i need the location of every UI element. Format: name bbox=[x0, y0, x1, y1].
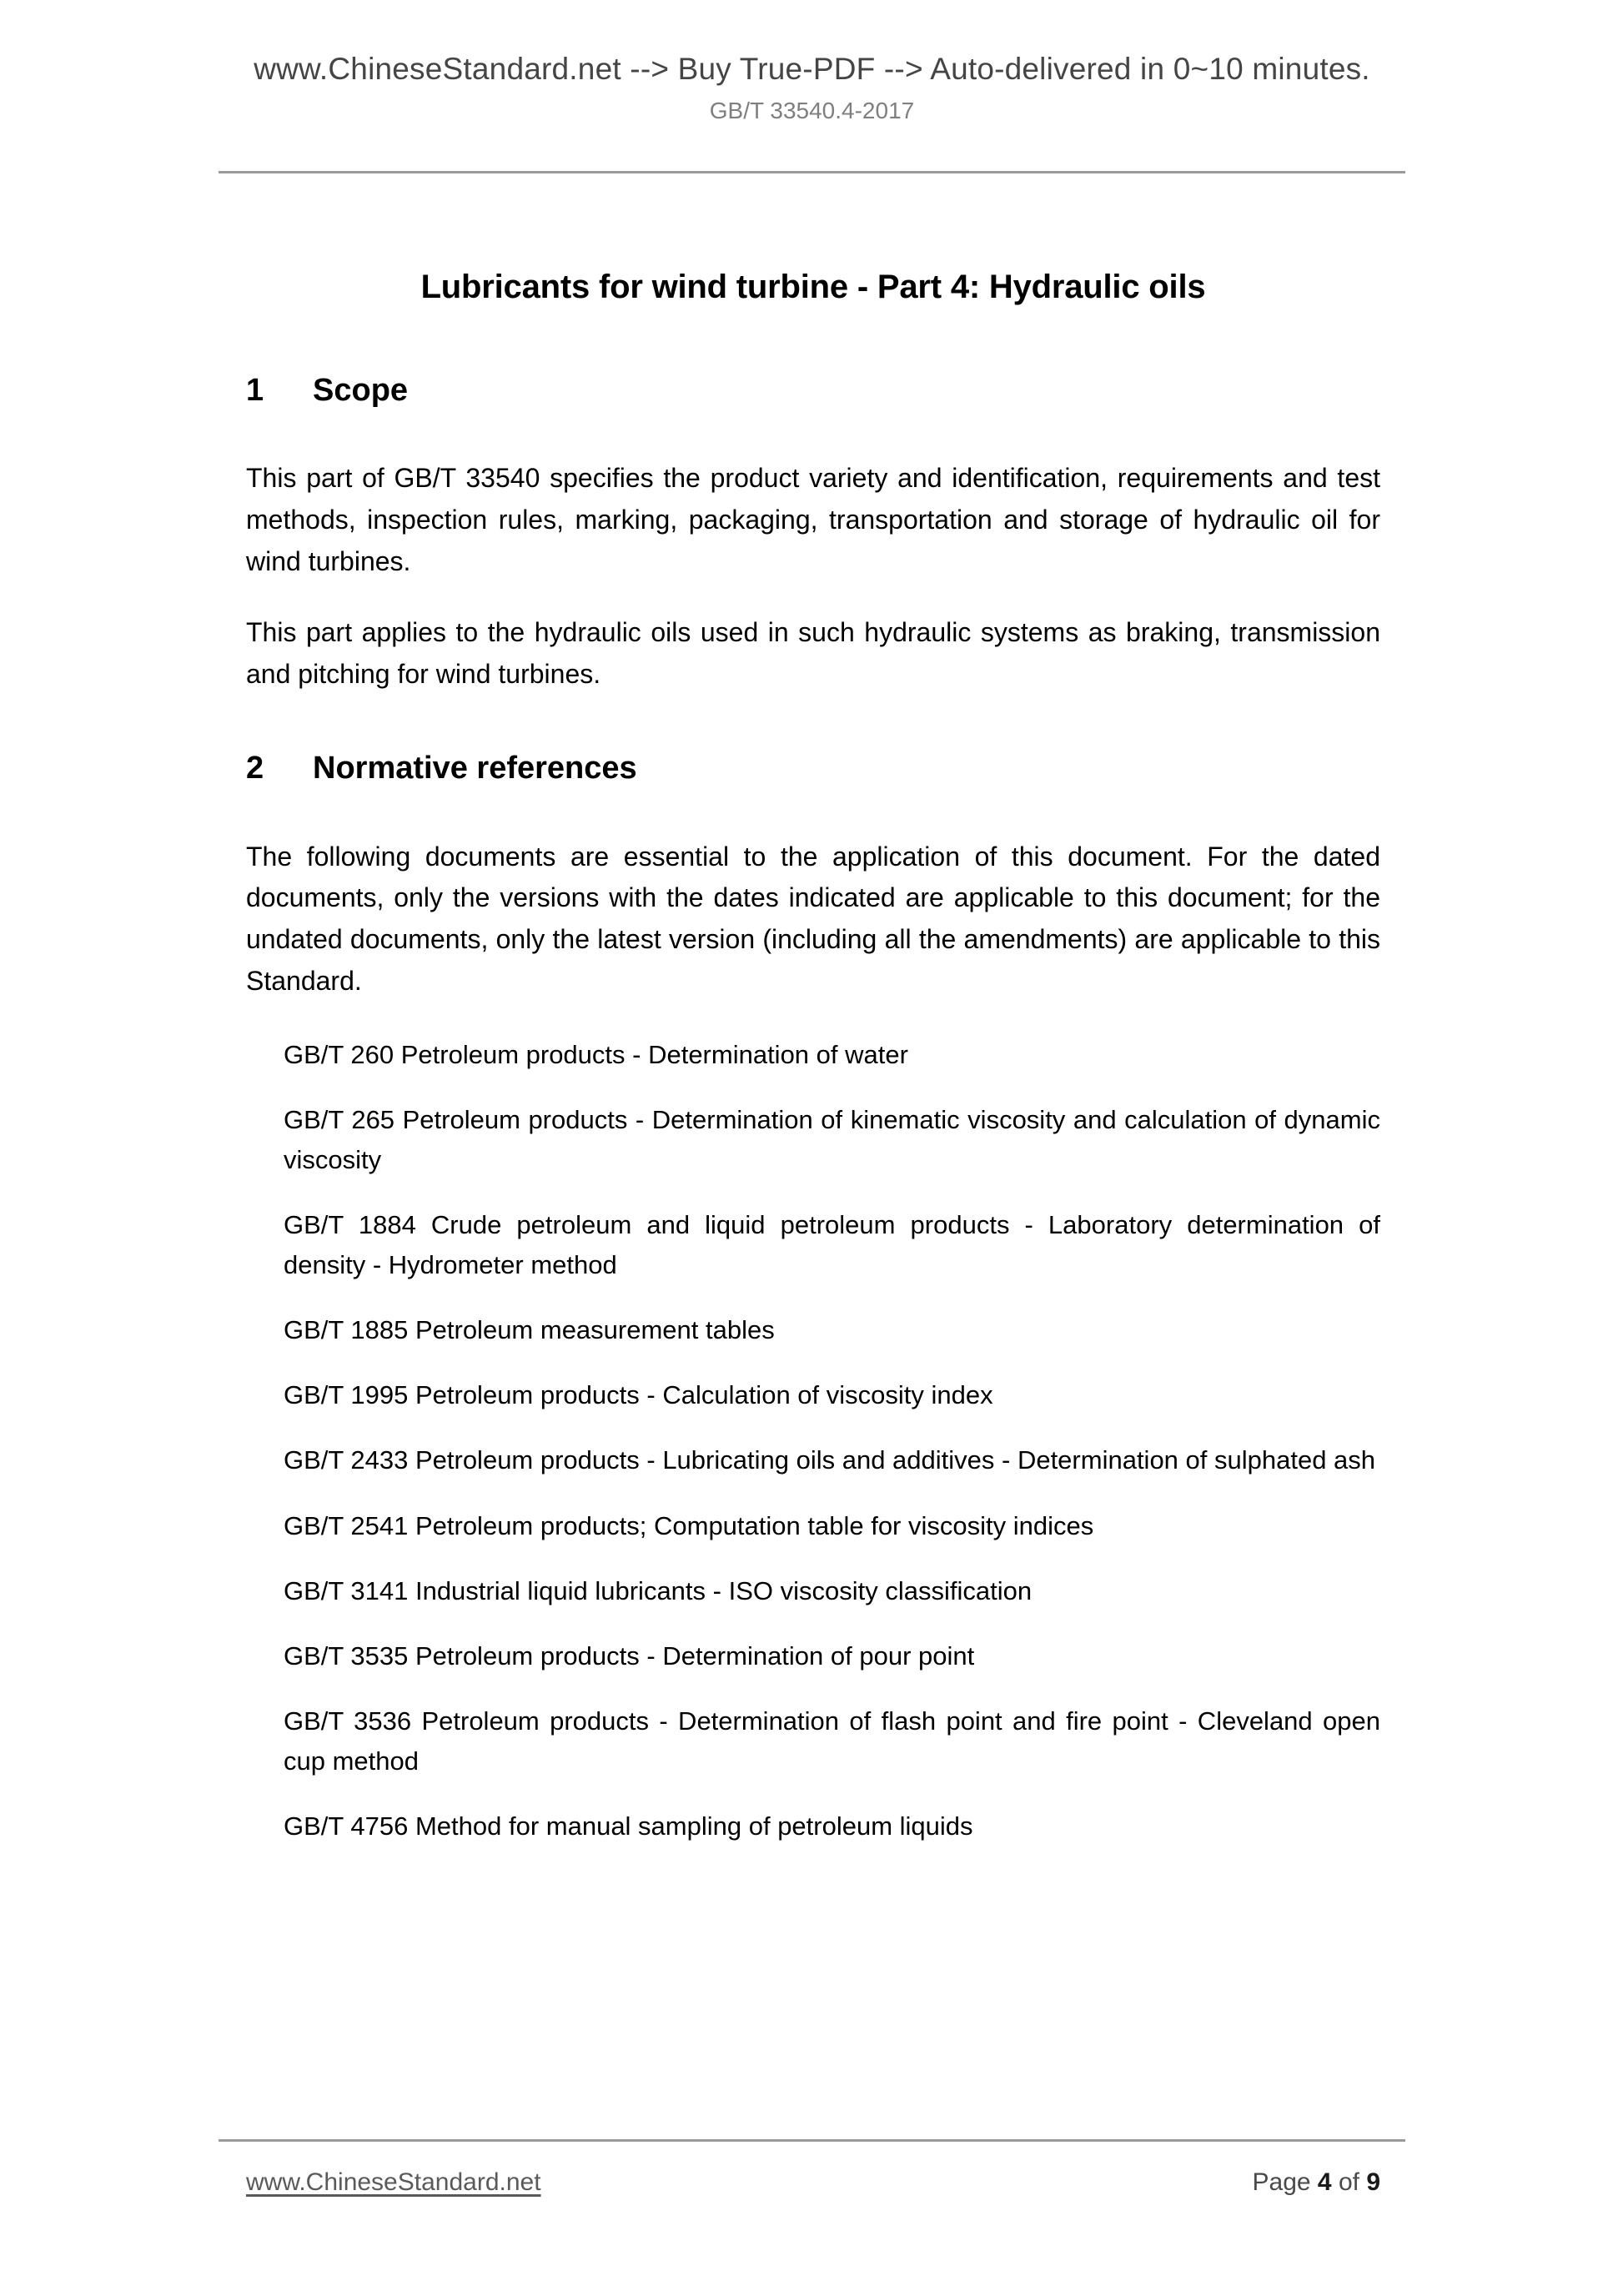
reference-item: GB/T 1885 Petroleum measurement tables bbox=[284, 1315, 775, 1345]
page-label-middle: of bbox=[1331, 2168, 1367, 2196]
section-number-scope: 1 bbox=[246, 373, 264, 408]
page-label-prefix: Page bbox=[1252, 2168, 1318, 2196]
reference-item: GB/T 2541 Petroleum products; Computation table for viscosity indices bbox=[284, 1510, 1094, 1540]
section-title-normative-references: Normative references bbox=[313, 751, 637, 786]
page-number-indicator bbox=[1253, 2168, 1380, 2197]
document-body bbox=[246, 265, 1380, 1846]
reference-item: GB/T 3536 Petroleum products - Determination of flash point and fire point - Cleveland open cup method bbox=[284, 1706, 1380, 1776]
reference-item: GB/T 3141 Industrial liquid lubricants - ISO viscosity classification bbox=[284, 1575, 1033, 1605]
reference-item: GB/T 260 Petroleum products - Determination of water bbox=[284, 1040, 908, 1070]
reference-item: GB/T 4756 Method for manual sampling of petroleum liquids bbox=[284, 1811, 973, 1841]
page-header bbox=[219, 50, 1405, 125]
scope-paragraph-2: This part applies to the hydraulic oils used in such hydraulic systems as braking, transmission and pitching for wind turbines. bbox=[246, 617, 1380, 689]
section-title-scope: Scope bbox=[313, 373, 409, 408]
normative-references-intro: The following documents are essential to the application of this document. For the dated documents, only the versions with the dates indicated are applicable to this document; for the undated documents, only the latest version (including all the amendments) are applicable to this Standard. bbox=[246, 841, 1380, 996]
page-title: Lubricants for wind turbine - Part 4: Hydraulic oils bbox=[420, 269, 1206, 305]
footer-divider bbox=[219, 2139, 1405, 2142]
header-divider bbox=[219, 171, 1405, 173]
page-total: 9 bbox=[1366, 2168, 1380, 2196]
section-number-normative-references: 2 bbox=[246, 751, 264, 786]
page-current: 4 bbox=[1317, 2168, 1332, 2196]
promo-banner-text: www.ChineseStandard.net --> Buy True-PDF --> Auto-delivered in 0~10 minutes. bbox=[254, 52, 1370, 86]
reference-item: GB/T 1884 Crude petroleum and liquid petroleum products - Laboratory determination of density - Hydrometer method bbox=[284, 1210, 1380, 1280]
standard-number: GB/T 33540.4-2017 bbox=[709, 98, 915, 124]
section-heading-normative-references bbox=[246, 748, 1380, 789]
reference-item: GB/T 1995 Petroleum products - Calculation of viscosity index bbox=[284, 1380, 993, 1410]
section-heading-scope bbox=[246, 370, 1380, 411]
footer-site-link[interactable]: www.ChineseStandard.net bbox=[246, 2168, 541, 2196]
reference-item: GB/T 265 Petroleum products - Determination of kinematic viscosity and calculation of dynamic viscosity bbox=[284, 1105, 1380, 1175]
reference-item: GB/T 3535 Petroleum products - Determination of pour point bbox=[284, 1640, 975, 1671]
scope-paragraph-1: This part of GB/T 33540 specifies the product variety and identification, requirements and test methods, inspection rules, marking, packaging, transportation and storage of hydraulic oil for wind turbines. bbox=[246, 463, 1380, 576]
page-footer bbox=[246, 2168, 1380, 2197]
reference-item: GB/T 2433 Petroleum products - Lubricating oils and additives - Determination of sulphated ash bbox=[284, 1445, 1376, 1475]
